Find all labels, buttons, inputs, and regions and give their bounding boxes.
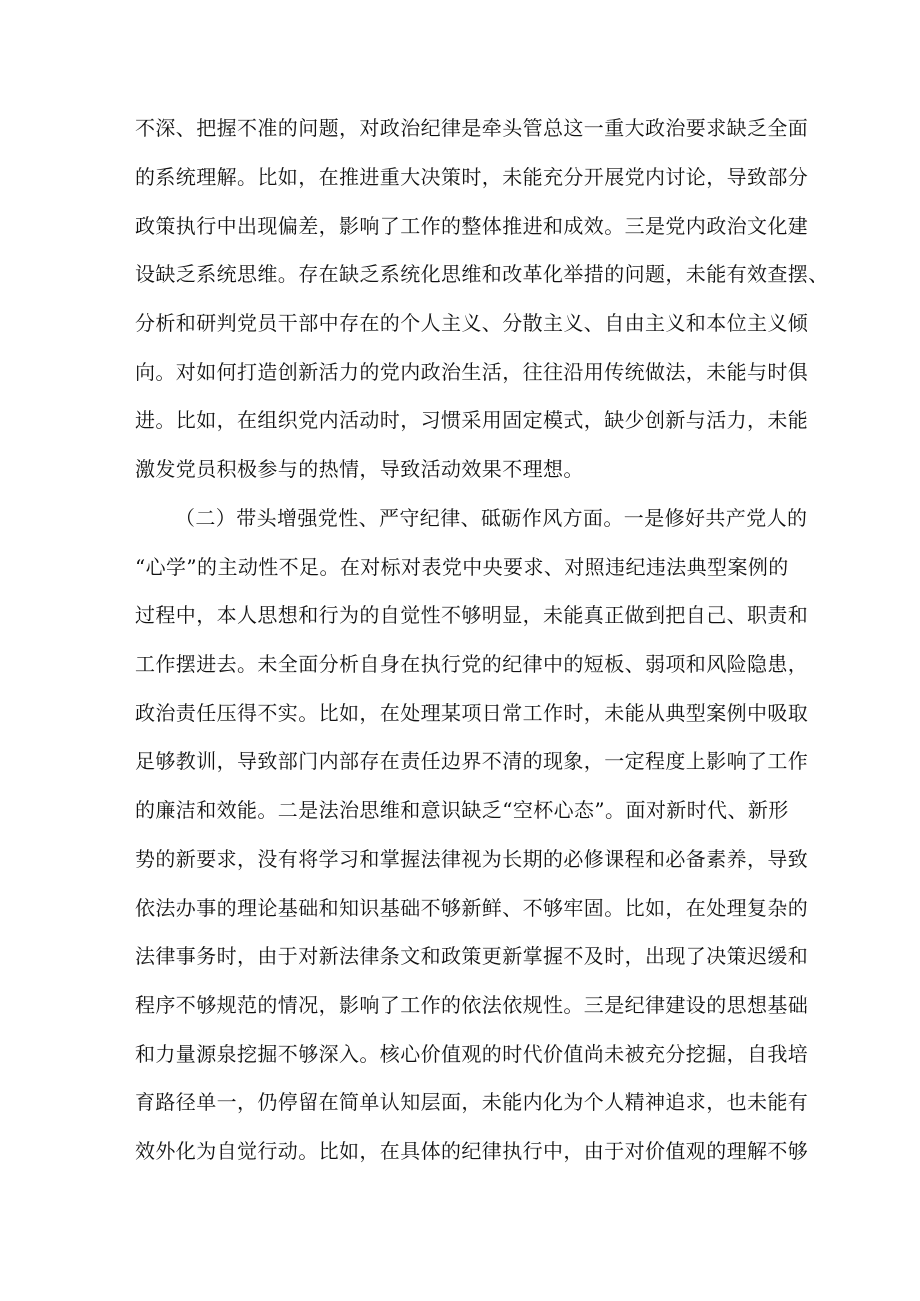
section-heading-line: （二）带头增强党性、严守纪律、砥砺作风方面。一是修好共产党人的 [175,506,808,530]
text-line: 过程中，本人思想和行为的自觉性不够明显，未能真正做到把自己、职责和 [135,603,809,627]
text-line: 进。比如，在组织党内活动时，习惯采用固定模式，缺少创新与活力，未能 [135,408,809,432]
text-line: 政治责任压得不实。比如，在处理某项日常工作时，未能从典型案例中吸取 [135,701,809,725]
text-line: 向。对如何打造创新活力的党内政治生活，往往沿用传统做法，未能与时俱 [135,360,809,384]
text-line: 和力量源泉挖掘不够深入。核心价值观的时代价值尚未被充分挖掘，自我培 [135,1042,809,1066]
text-line: 激发党员积极参与的热情，导致活动效果不理想。 [135,457,584,481]
text-line: 工作摆进去。未全面分析自身在执行党的纪律中的短板、弱项和风险隐患， [135,652,809,676]
text-line: 的廉洁和效能。二是法治思维和意识缺乏“空杯心态”。面对新时代、新形 [135,798,789,822]
text-line: 势的新要求，没有将学习和掌握法律视为长期的必修课程和必备素养，导致 [135,847,809,871]
text-line: 依法办事的理论基础和知识基础不够新鲜、不够牢固。比如，在处理复杂的 [135,896,809,920]
text-line: 法律事务时，由于对新法律条文和政策更新掌握不及时，出现了决策迟缓和 [135,944,809,968]
text-line: 不深、把握不准的问题，对政治纪律是牵头管总这一重大政治要求缺乏全面 [135,116,809,140]
text-line: 足够教训，导致部门内部存在责任边界不清的现象，一定程度上影响了工作 [135,749,809,773]
text-line: 效外化为自觉行动。比如，在具体的纪律执行中，由于对价值观的理解不够 [135,1139,809,1163]
text-line: 政策执行中出现偏差，影响了工作的整体推进和成效。三是党内政治文化建 [135,214,809,238]
text-line: 程序不够规范的情况，影响了工作的依法依规性。三是纪律建设的思想基础 [135,993,809,1017]
text-line: 设缺乏系统思维。存在缺乏系统化思维和改革化举措的问题，未能有效查摆、 [135,262,829,286]
text-line: 分析和研判党员干部中存在的个人主义、分散主义、自由主义和本位主义倾 [135,311,809,335]
text-line: 的系统理解。比如，在推进重大决策时，未能充分开展党内讨论，导致部分 [135,165,809,189]
text-line: “心学”的主动性不足。在对标对表党中央要求、对照违纪违法典型案例的 [135,555,789,579]
text-line: 育路径单一，仍停留在简单认知层面，未能内化为个人精神追求，也未能有 [135,1090,809,1114]
